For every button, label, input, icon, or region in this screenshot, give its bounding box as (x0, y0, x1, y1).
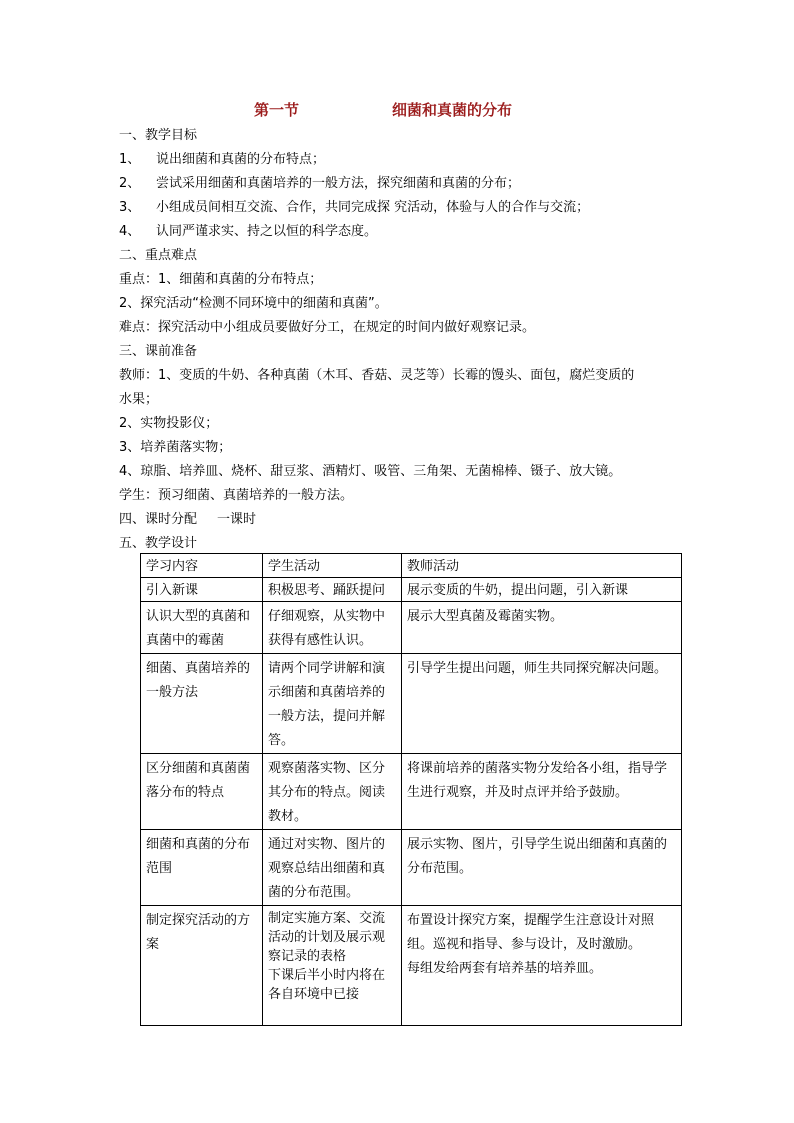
difficulty-line: 难点：探究活动中小组成员要做好分工，在规定的时间内做好观察记录。 (119, 320, 536, 335)
student-activity-text: 制定实施方案、交流活动的计划及展示观察记录的表格 (268, 911, 386, 964)
table-cell: 细菌和真菌的分布范围 (141, 830, 263, 906)
table-header-row (141, 554, 682, 578)
table-cell: 展示变质的牛奶，提出问题，引入新课 (402, 578, 682, 602)
table-cell: 通过对实物、图片的观察总结出细菌和真菌的分布范围。 (263, 830, 402, 906)
table-row (141, 754, 682, 830)
table-cell (402, 906, 682, 1026)
section-heading-design: 五、教学设计 (119, 536, 198, 551)
objective-item (119, 151, 325, 169)
key-point-line: 2、探究活动“检测不同环境中的细菌和真菌”。 (119, 296, 388, 311)
table-cell: 引入新课 (141, 578, 263, 602)
table-row (141, 578, 682, 602)
table-row (141, 654, 682, 754)
objective-item (119, 223, 377, 241)
table-cell: 细菌、真菌培养的一般方法 (141, 654, 263, 754)
objective-number: 1、 (119, 152, 141, 167)
objective-text: 认同严谨求实、持之以恒的科学态度。 (156, 224, 378, 239)
objective-text: 小组成员间相互交流、合作，共同完成探 究活动，体验与人的合作与交流； (156, 200, 590, 215)
teacher-activity-text: 布置设计探究方案，提醒学生注意设计对照组。巡视和指导、参与设计，及时激励。 (407, 913, 655, 952)
column-header: 教师活动 (402, 554, 682, 578)
teaching-design-table (140, 553, 682, 1026)
table-row (141, 830, 682, 906)
key-point-line: 重点：1、细菌和真菌的分布特点； (119, 272, 323, 287)
title-topic: 细菌和真菌的分布 (392, 101, 513, 119)
table-cell: 认识大型的真菌和真菌中的霉菌 (141, 602, 263, 654)
section-heading-key-points: 二、重点难点 (119, 248, 198, 263)
table-cell: 制定探究活动的方案 (141, 906, 263, 1026)
title-section-number: 第一节 (254, 101, 300, 119)
preparation-line: 3、培养菌落实物； (119, 440, 232, 455)
table-cell: 引导学生提出问题，师生共同探究解决问题。 (402, 654, 682, 754)
schedule-label: 四、课时分配 (119, 512, 198, 527)
table-cell: 请两个同学讲解和演示细菌和真菌培养的一般方法，提问并解答。 (263, 654, 402, 754)
objective-number: 4、 (119, 224, 141, 239)
objective-number: 3、 (119, 200, 141, 215)
table-cell: 观察菌落实物、区分其分布的特点。阅读教材。 (263, 754, 402, 830)
section-heading-preparation: 三、课前准备 (119, 344, 198, 359)
table-cell: 区分细菌和真菌菌落分布的特点 (141, 754, 263, 830)
schedule-value: 一课时 (217, 512, 257, 527)
column-header: 学习内容 (141, 554, 263, 578)
preparation-line: 4、琼脂、培养皿、烧杯、甜豆浆、酒精灯、吸管、三角架、无菌棉棒、镊子、放大镜。 (119, 464, 622, 479)
objective-text: 尝试采用细菌和真菌培养的一般方法，探究细菌和真菌的分布； (156, 176, 521, 191)
preparation-line: 水果； (119, 392, 159, 407)
lesson-title (0, 99, 794, 119)
table-cell: 展示大型真菌及霉菌实物。 (402, 602, 682, 654)
column-header: 学生活动 (263, 554, 402, 578)
objective-text: 说出细菌和真菌的分布特点； (156, 152, 326, 167)
objective-item (119, 175, 520, 193)
table-cell (263, 906, 402, 1026)
section-heading-schedule (119, 511, 256, 529)
preparation-line: 2、实物投影仪； (119, 416, 219, 431)
teacher-activity-extra: 每组发给两套有培养基的培养皿。 (407, 961, 603, 976)
table-row (141, 602, 682, 654)
student-preparation-line: 学生：预习细菌、真菌培养的一般方法。 (119, 488, 354, 503)
table-cell: 展示实物、图片，引导学生说出细菌和真菌的分布范围。 (402, 830, 682, 906)
objective-number: 2、 (119, 176, 141, 191)
section-heading-objectives: 一、教学目标 (119, 128, 198, 143)
objective-item (119, 199, 589, 217)
table-row (141, 906, 682, 1026)
student-activity-extra: 下课后半小时内将在各自环境中已接 (268, 968, 386, 1002)
table-cell: 积极思考、踊跃提问 (263, 578, 402, 602)
table-cell: 将课前培养的菌落实物分发给各小组，指导学生进行观察，并及时点评并给予鼓励。 (402, 754, 682, 830)
table-cell: 仔细观察，从实物中获得有感性认识。 (263, 602, 402, 654)
preparation-line: 教师：1、变质的牛奶、各种真菌（木耳、香菇、灵芝等）长霉的馒头、面包，腐烂变质的 (119, 368, 635, 383)
